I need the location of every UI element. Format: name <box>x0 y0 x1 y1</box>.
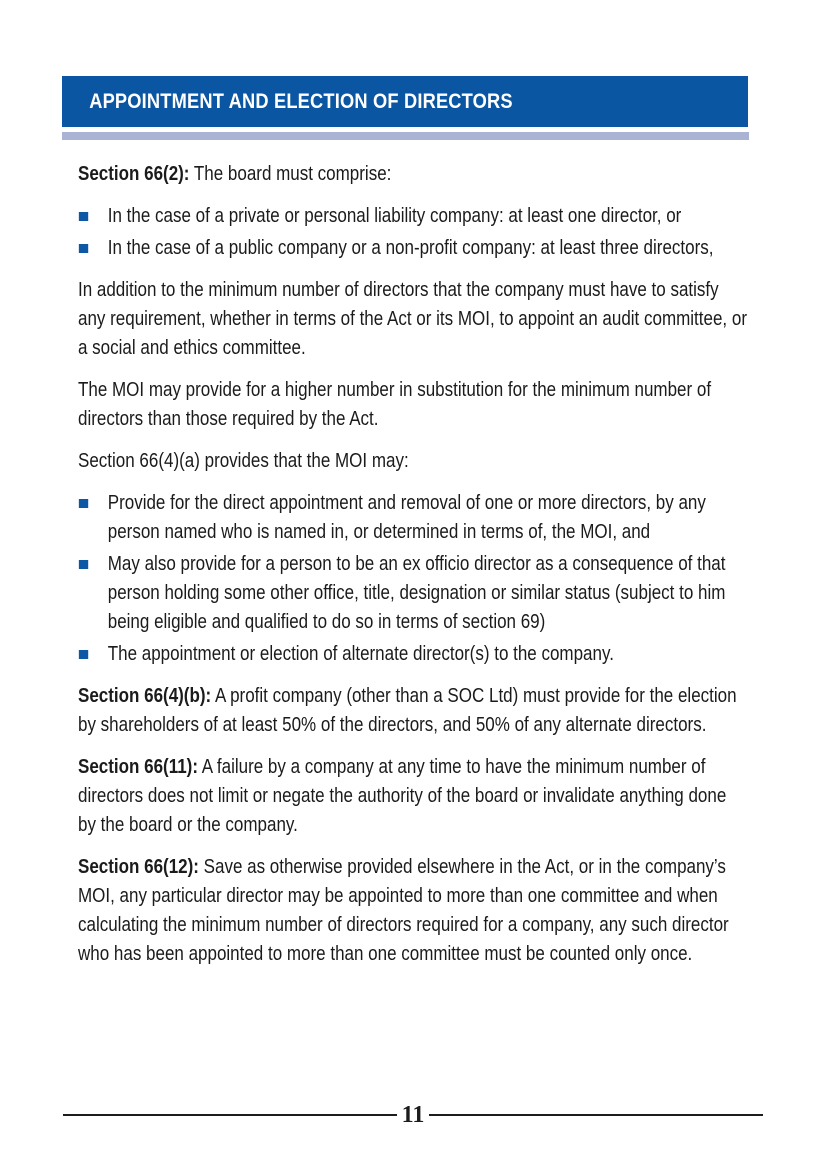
page-number: 11 <box>401 1102 425 1128</box>
paragraph-text: A profit company (other than a SOC Ltd) must provide for the election by shareholders of at least 50% of the directors, and 50% of any alternate directors. <box>78 685 737 736</box>
section-banner <box>62 76 748 127</box>
list-item <box>78 234 748 263</box>
paragraph-text: Save as otherwise provided elsewhere in the Act, or in the company’s MOI, any particular director may be appointed to more than one committee and when calculating the minimum number of directors required for a company, any such director who has been appointed to more than one committee must be counted only once. <box>78 856 729 965</box>
paragraph-text: Section 66(4)(a) provides that the MOI may: <box>78 450 409 472</box>
list-item-text: Provide for the direct appointment and removal of one or more directors, by any person named who is named in, or determined in terms of, the MOI, and <box>107 492 706 543</box>
list-item-text: In the case of a private or personal liability company: at least one director, or <box>107 205 682 227</box>
paragraph <box>78 682 748 740</box>
footer-rule-left <box>63 1114 397 1116</box>
list-item-text: The appointment or election of alternate director(s) to the company. <box>107 643 614 665</box>
list-item <box>78 202 748 231</box>
paragraph-text: In addition to the minimum number of directors that the company must have to satisfy any requirement, whether in terms of the Act or its MOI, to appoint an audit committee, or a social and ethics committee. <box>78 279 747 359</box>
page-footer <box>63 1100 763 1130</box>
paragraph-text: A failure by a company at any time to have the minimum number of directors does not limit or negate the authority of the board or invalidate anything done by the board or the company. <box>78 756 727 836</box>
list-item <box>78 640 748 669</box>
paragraph-text: The board must comprise: <box>193 163 392 185</box>
list-item <box>78 550 748 637</box>
square-bullet-icon <box>79 212 88 221</box>
square-bullet-icon <box>79 650 88 659</box>
paragraph <box>78 160 748 189</box>
bullet-list <box>78 489 748 669</box>
paragraph <box>78 376 748 434</box>
section-title: APPOINTMENT AND ELECTION OF DIRECTORS <box>89 89 513 113</box>
section-label: Section 66(11): <box>78 756 198 778</box>
paragraph <box>78 447 748 476</box>
section-label: Section 66(12): <box>78 856 199 878</box>
list-item-text: May also provide for a person to be an ex officio director as a consequence of that person holding some other office, title, designation or similar status (subject to him being eligible and qualified to do so in terms of section 69) <box>107 553 726 633</box>
square-bullet-icon <box>79 499 88 508</box>
footer-rule-right <box>429 1114 763 1116</box>
paragraph <box>78 853 748 969</box>
document-body <box>78 160 748 982</box>
paragraph-text: The MOI may provide for a higher number in substitution for the minimum number of directors than those required by the Act. <box>78 379 712 430</box>
bullet-list <box>78 202 748 263</box>
section-label: Section 66(2): <box>78 163 190 185</box>
square-bullet-icon <box>79 244 88 253</box>
list-item-text: In the case of a public company or a non-profit company: at least three directors, <box>107 237 714 259</box>
paragraph <box>78 276 748 363</box>
section-label: Section 66(4)(b): <box>78 685 212 707</box>
square-bullet-icon <box>79 560 88 569</box>
paragraph <box>78 753 748 840</box>
list-item <box>78 489 748 547</box>
banner-underline <box>62 132 749 140</box>
